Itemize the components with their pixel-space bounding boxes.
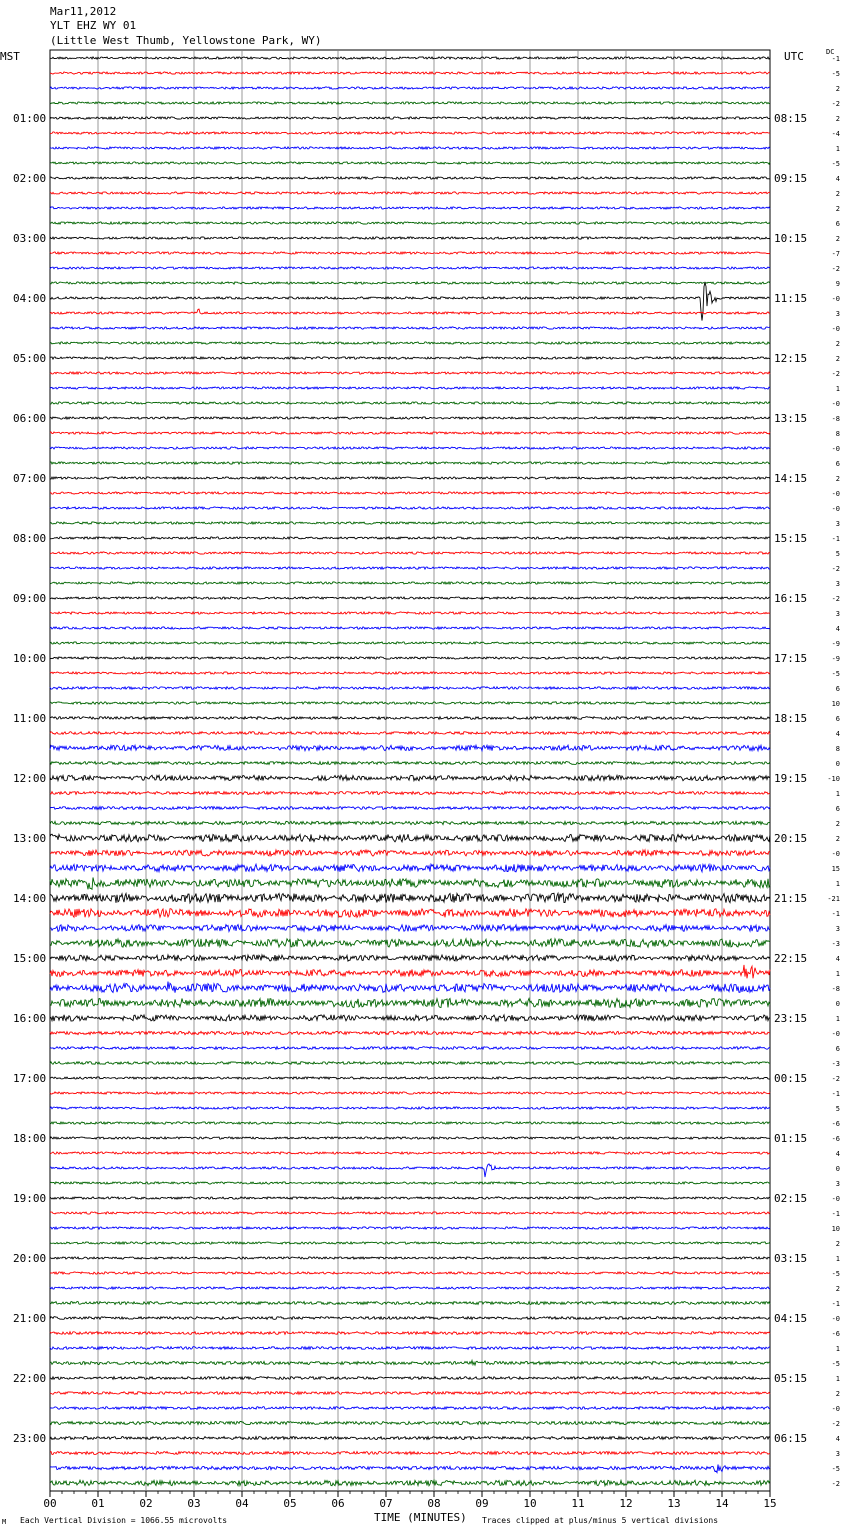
- dc-offset-label: 2: [835, 235, 840, 243]
- trace-line: [50, 567, 770, 569]
- trace-line: [50, 687, 770, 689]
- trace-line: [50, 878, 770, 890]
- dc-offset-label: -6: [831, 1120, 840, 1128]
- dc-offset-label: -3: [831, 1060, 840, 1068]
- trace-line: [50, 762, 770, 765]
- right-hour-label: 04:15: [774, 1312, 808, 1325]
- trace-line: [50, 327, 770, 329]
- left-hour-label: 07:00: [13, 472, 47, 485]
- left-hour-label: 03:00: [13, 232, 47, 245]
- trace-line: [50, 372, 770, 374]
- dc-offset-label: 2: [835, 340, 840, 348]
- trace-line: [50, 1227, 770, 1229]
- dc-offset-label: 1: [835, 1375, 840, 1383]
- trace-line: [50, 1122, 770, 1124]
- right-hour-label: 05:15: [774, 1372, 808, 1385]
- trace-line: [50, 1182, 770, 1184]
- dc-offset-label: 4: [835, 1435, 840, 1443]
- right-hour-label: 06:15: [774, 1432, 808, 1445]
- x-tick-label: 10: [523, 1497, 537, 1510]
- trace-line: [50, 1164, 770, 1177]
- dc-offset-label: 9: [835, 280, 840, 288]
- dc-offset-label: 2: [835, 1240, 840, 1248]
- dc-offset-label: -0: [831, 325, 840, 333]
- footer-scale-note: Each Vertical Division = 1066.55 microvolts: [20, 1516, 228, 1525]
- dc-offset-label: -1: [831, 910, 840, 918]
- trace-line: [50, 834, 770, 842]
- right-hour-label: 10:15: [774, 232, 808, 245]
- left-hour-label: 23:00: [13, 1432, 47, 1445]
- dc-offset-label: -6: [831, 1330, 840, 1338]
- trace-line: [50, 387, 770, 389]
- dc-offset-label: 3: [835, 1450, 840, 1458]
- x-axis-label: TIME (MINUTES): [374, 1511, 467, 1524]
- trace-line: [50, 925, 770, 932]
- trace-line: [50, 283, 770, 321]
- dc-offset-label: -5: [831, 670, 840, 678]
- left-hour-label: 14:00: [13, 892, 47, 905]
- dc-offset-label: 2: [835, 85, 840, 93]
- header-location: (Little West Thumb, Yellowstone Park, WY): [50, 34, 322, 47]
- trace-line: [50, 672, 770, 674]
- x-tick-label: 02: [139, 1497, 153, 1510]
- trace-line: [50, 864, 770, 872]
- trace-line: [50, 162, 770, 164]
- dc-offset-label: 2: [835, 475, 840, 483]
- x-tick-label: 04: [235, 1497, 249, 1510]
- trace-line: [50, 177, 770, 179]
- trace-line: [50, 537, 770, 539]
- dc-offset-label: -2: [831, 565, 840, 573]
- trace-line: [50, 627, 770, 629]
- trace-line: [50, 417, 770, 419]
- dc-offset-label: -7: [831, 250, 840, 258]
- right-hour-label: 03:15: [774, 1252, 808, 1265]
- x-tick-label: 00: [43, 1497, 57, 1510]
- dc-offset-label: 4: [835, 625, 840, 633]
- dc-offset-label: 3: [835, 580, 840, 588]
- dc-offset-label: 2: [835, 190, 840, 198]
- dc-offset-label: 3: [835, 310, 840, 318]
- trace-line: [50, 702, 770, 704]
- dc-offset-label: -2: [831, 1420, 840, 1428]
- dc-offset-label: -1: [831, 1090, 840, 1098]
- footer-clip-note: Traces clipped at plus/minus 5 vertical divisions: [482, 1516, 719, 1525]
- dc-offset-label: -8: [831, 985, 840, 993]
- x-tick-label: 07: [379, 1497, 393, 1510]
- right-hour-label: 12:15: [774, 352, 808, 365]
- dc-offset-label: -2: [831, 100, 840, 108]
- trace-line: [50, 1302, 770, 1305]
- trace-line: [50, 955, 770, 961]
- dc-offset-label: 6: [835, 805, 840, 813]
- right-hour-label: 16:15: [774, 592, 808, 605]
- dc-offset-label: 0: [835, 760, 840, 768]
- trace-line: [50, 237, 770, 239]
- trace-line: [50, 909, 770, 918]
- trace-line: [50, 132, 770, 134]
- dc-offset-label: 3: [835, 1180, 840, 1188]
- x-tick-label: 08: [427, 1497, 441, 1510]
- trace-line: [50, 657, 770, 659]
- left-hour-label: 11:00: [13, 712, 47, 725]
- trace-line: [50, 462, 770, 464]
- dc-offset-label: 6: [835, 1045, 840, 1053]
- trace-line: [50, 552, 770, 554]
- dc-offset-label: -0: [831, 850, 840, 858]
- dc-offset-label: -9: [831, 655, 840, 663]
- right-hour-label: 17:15: [774, 652, 808, 665]
- right-hour-label: 00:15: [774, 1072, 808, 1085]
- trace-line: [50, 1257, 770, 1259]
- dc-offset-label: -2: [831, 595, 840, 603]
- right-hour-label: 18:15: [774, 712, 808, 725]
- dc-offset-label: -9: [831, 640, 840, 648]
- trace-line: [50, 507, 770, 509]
- dc-offset-label: 0: [835, 1165, 840, 1173]
- dc-offset-label: 4: [835, 730, 840, 738]
- trace-line: [50, 1137, 770, 1139]
- x-tick-label: 11: [571, 1497, 585, 1510]
- dc-offset-label: 1: [835, 385, 840, 393]
- dc-offset-label: -5: [831, 70, 840, 78]
- dc-offset-label: 8: [835, 430, 840, 438]
- trace-line: [50, 252, 770, 254]
- trace-line: [50, 1437, 770, 1440]
- left-hour-label: 17:00: [13, 1072, 47, 1085]
- dc-offset-label: 4: [835, 1150, 840, 1158]
- trace-line: [50, 982, 770, 993]
- trace-line: [50, 222, 770, 224]
- dc-offset-label: 10: [831, 1225, 840, 1233]
- trace-line: [50, 850, 770, 856]
- trace-line: [50, 939, 770, 947]
- dc-offset-label: 5: [835, 550, 840, 558]
- trace-line: [50, 1317, 770, 1320]
- trace-line: [50, 1152, 770, 1154]
- dc-offset-label: -1: [831, 535, 840, 543]
- dc-offset-label: -0: [831, 1315, 840, 1323]
- dc-offset-label: -21: [827, 895, 840, 903]
- dc-offset-label: -1: [831, 55, 840, 63]
- dc-offset-label: -2: [831, 1480, 840, 1488]
- right-hour-label: 02:15: [774, 1192, 808, 1205]
- dc-offset-label: -5: [831, 160, 840, 168]
- dc-offset-label: 3: [835, 925, 840, 933]
- dc-offset-label: 2: [835, 355, 840, 363]
- trace-line: [50, 1465, 770, 1473]
- dc-offset-label: -0: [831, 295, 840, 303]
- trace-line: [50, 1031, 770, 1034]
- header-date: Mar11,2012: [50, 5, 117, 18]
- dc-offset-label: -1: [831, 1210, 840, 1218]
- x-tick-label: 09: [475, 1497, 489, 1510]
- left-hour-label: 08:00: [13, 532, 47, 545]
- dc-offset-label: 2: [835, 820, 840, 828]
- left-hour-label: 20:00: [13, 1252, 47, 1265]
- trace-line: [50, 342, 770, 344]
- x-tick-label: 05: [283, 1497, 297, 1510]
- trace-line: [50, 477, 770, 479]
- trace-line: [50, 282, 770, 284]
- dc-offset-label: 0: [835, 1000, 840, 1008]
- dc-offset-label: -0: [831, 1030, 840, 1038]
- dc-offset-label: -0: [831, 400, 840, 408]
- dc-offset-label: -3: [831, 940, 840, 948]
- trace-line: [50, 432, 770, 434]
- trace-line: [50, 965, 770, 978]
- right-hour-label: 01:15: [774, 1132, 808, 1145]
- dc-offset-label: 6: [835, 715, 840, 723]
- right-hour-label: 14:15: [774, 472, 808, 485]
- trace-line: [50, 447, 770, 449]
- dc-offset-label: 2: [835, 205, 840, 213]
- trace-line: [50, 1377, 770, 1380]
- right-hour-label: 13:15: [774, 412, 808, 425]
- dc-offset-label: 10: [831, 700, 840, 708]
- trace-line: [50, 642, 770, 644]
- dc-offset-label: 1: [835, 1345, 840, 1353]
- trace-line: [50, 192, 770, 194]
- left-hour-label: 01:00: [13, 112, 47, 125]
- dc-offset-label: -0: [831, 490, 840, 498]
- dc-offset-label: -5: [831, 1465, 840, 1473]
- x-tick-label: 15: [763, 1497, 777, 1510]
- trace-line: [50, 1272, 770, 1274]
- trace-line: [50, 582, 770, 584]
- trace-line: [50, 1360, 770, 1365]
- dc-offset-label: 6: [835, 220, 840, 228]
- right-hour-label: 19:15: [774, 772, 808, 785]
- trace-line: [50, 357, 770, 359]
- trace-line: [50, 102, 770, 104]
- trace-line: [50, 792, 770, 795]
- dc-offset-label: 1: [835, 970, 840, 978]
- dc-offset-label: -0: [831, 1195, 840, 1203]
- trace-line: [50, 1452, 770, 1455]
- trace-line: [50, 821, 770, 824]
- trace-line: [50, 1047, 770, 1050]
- right-hour-label: 15:15: [774, 532, 808, 545]
- dc-offset-label: 1: [835, 145, 840, 153]
- dc-offset-label: -6: [831, 1135, 840, 1143]
- dc-offset-label: -0: [831, 505, 840, 513]
- trace-line: [50, 1107, 770, 1109]
- dc-offset-label: 3: [835, 520, 840, 528]
- dc-offset-label: -2: [831, 265, 840, 273]
- dc-offset-label: -2: [831, 1075, 840, 1083]
- left-hour-label: 06:00: [13, 412, 47, 425]
- trace-line: [50, 1480, 770, 1486]
- trace-line: [50, 1287, 770, 1289]
- dc-offset-label: -5: [831, 1360, 840, 1368]
- left-hour-label: 09:00: [13, 592, 47, 605]
- trace-line: [50, 117, 770, 119]
- dc-label: DC: [826, 48, 835, 56]
- trace-line: [50, 1347, 770, 1350]
- dc-offset-label: -0: [831, 1405, 840, 1413]
- right-timezone-label: UTC: [784, 50, 804, 63]
- dc-offset-label: -0: [831, 445, 840, 453]
- trace-line: [50, 1197, 770, 1199]
- trace-line: [50, 57, 770, 59]
- left-hour-label: 10:00: [13, 652, 47, 665]
- left-hour-label: 04:00: [13, 292, 47, 305]
- right-hour-label: 08:15: [774, 112, 808, 125]
- dc-offset-label: -1: [831, 1300, 840, 1308]
- trace-line: [50, 1392, 770, 1395]
- trace-line: [50, 147, 770, 149]
- right-hour-label: 09:15: [774, 172, 808, 185]
- right-hour-label: 21:15: [774, 892, 808, 905]
- dc-offset-label: 6: [835, 460, 840, 468]
- dc-offset-label: -4: [831, 130, 840, 138]
- dc-offset-label: 4: [835, 955, 840, 963]
- trace-line: [50, 1422, 770, 1425]
- left-hour-label: 22:00: [13, 1372, 47, 1385]
- trace-line: [50, 1062, 770, 1065]
- left-hour-label: 12:00: [13, 772, 47, 785]
- trace-line: [50, 402, 770, 404]
- dc-offset-label: 2: [835, 1285, 840, 1293]
- dc-offset-label: 1: [835, 790, 840, 798]
- trace-line: [50, 1015, 770, 1021]
- header-station: YLT EHZ WY 01: [50, 19, 137, 32]
- trace-line: [50, 1212, 770, 1214]
- right-hour-label: 22:15: [774, 952, 808, 965]
- trace-line: [50, 1242, 770, 1244]
- trace-line: [50, 745, 770, 751]
- plot-frame: [50, 50, 770, 1491]
- trace-line: [50, 893, 770, 903]
- left-hour-label: 19:00: [13, 1192, 47, 1205]
- trace-line: [50, 72, 770, 74]
- dc-offset-label: -10: [827, 775, 840, 783]
- dc-offset-label: -5: [831, 1270, 840, 1278]
- trace-line: [50, 1407, 770, 1410]
- right-hour-label: 20:15: [774, 832, 808, 845]
- trace-line: [50, 267, 770, 269]
- x-tick-label: 12: [619, 1497, 633, 1510]
- dc-offset-label: 1: [835, 1255, 840, 1263]
- left-hour-label: 16:00: [13, 1012, 47, 1025]
- dc-offset-label: 1: [835, 1015, 840, 1023]
- dc-offset-label: 2: [835, 835, 840, 843]
- trace-line: [50, 1092, 770, 1094]
- trace-line: [50, 597, 770, 599]
- x-tick-label: 13: [667, 1497, 681, 1510]
- x-tick-label: 03: [187, 1497, 201, 1510]
- left-hour-label: 02:00: [13, 172, 47, 185]
- x-tick-label: 14: [715, 1497, 729, 1510]
- right-hour-label: 11:15: [774, 292, 808, 305]
- x-tick-label: 01: [91, 1497, 105, 1510]
- dc-offset-label: 8: [835, 745, 840, 753]
- left-hour-label: 13:00: [13, 832, 47, 845]
- dc-offset-label: 6: [835, 685, 840, 693]
- left-hour-label: 21:00: [13, 1312, 47, 1325]
- trace-line: [50, 612, 770, 614]
- footer-mark: M: [2, 1518, 7, 1526]
- x-tick-label: 06: [331, 1497, 345, 1510]
- trace-line: [50, 775, 770, 780]
- left-hour-label: 18:00: [13, 1132, 47, 1145]
- left-hour-label: 15:00: [13, 952, 47, 965]
- trace-line: [50, 87, 770, 89]
- trace-line: [50, 1332, 770, 1335]
- right-hour-label: 23:15: [774, 1012, 808, 1025]
- trace-line: [50, 732, 770, 735]
- trace-line: [50, 807, 770, 810]
- left-hour-label: 05:00: [13, 352, 47, 365]
- dc-offset-label: 3: [835, 610, 840, 618]
- dc-offset-label: -2: [831, 370, 840, 378]
- dc-offset-label: 15: [831, 865, 840, 873]
- trace-line: [50, 309, 770, 314]
- left-timezone-label: MST: [0, 50, 20, 63]
- dc-offset-label: 5: [835, 1105, 840, 1113]
- trace-line: [50, 1077, 770, 1079]
- dc-offset-label: 4: [835, 175, 840, 183]
- trace-line: [50, 998, 770, 1007]
- trace-line: [50, 522, 770, 524]
- dc-offset-label: 2: [835, 115, 840, 123]
- dc-offset-label: -8: [831, 415, 840, 423]
- dc-offset-label: 1: [835, 880, 840, 888]
- trace-line: [50, 717, 770, 720]
- trace-line: [50, 492, 770, 494]
- dc-offset-label: 2: [835, 1390, 840, 1398]
- trace-line: [50, 207, 770, 209]
